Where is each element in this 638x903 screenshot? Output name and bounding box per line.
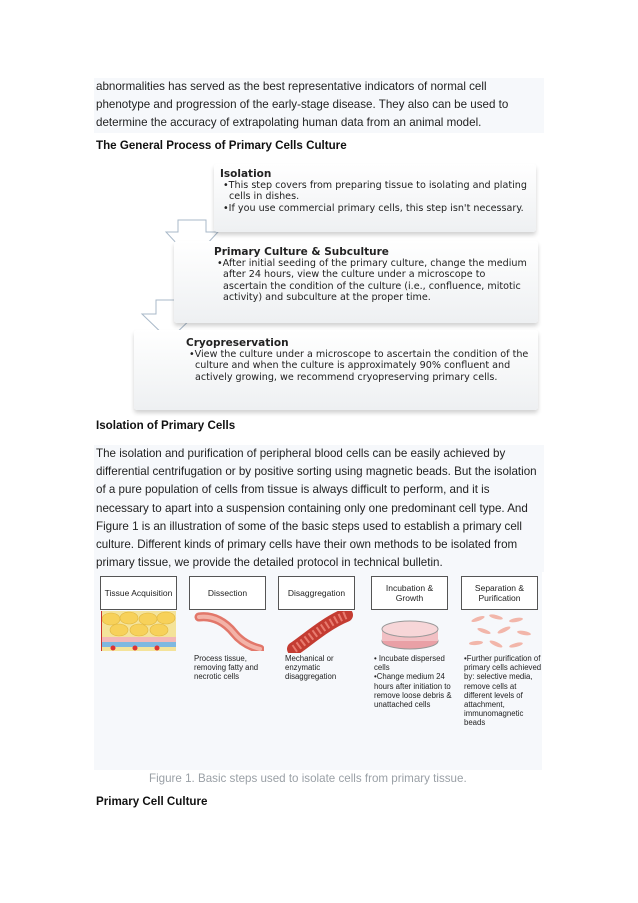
isolation-block — [94, 445, 544, 572]
figure-step-label: Dissection — [189, 576, 266, 610]
figure-step-label: Disaggregation — [278, 576, 355, 610]
tissue-disaggregation-image — [286, 611, 356, 653]
figure-step-label: Separation & Purification — [461, 576, 538, 610]
figure-step-description: Mechanical or enzymatic disaggregation — [285, 654, 337, 682]
intro-block — [94, 78, 544, 133]
flow-step-title: Primary Culture & Subculture — [214, 246, 389, 258]
figure-step-description: Process tissue, removing fatty and necrotic cells — [194, 654, 259, 682]
section-heading-isolation: Isolation of Primary Cells — [96, 419, 236, 432]
vessel-dissection-image — [194, 611, 264, 651]
isolation-paragraph: The isolation and purification of peripheral blood cells can be easily achieved by differential centrifugation or by positive sorting using magnetic beads. But the isolation of a pure population of cells from tissue is always difficult to perform, and it is necessary to apart into a suspension containing only one predominant cell type. And Figure 1 is an illustration of some of the basic steps used to establish a primary cell culture. Different kinds of primary cells have their own methods to be isolated from primary tissue, we provide the detailed protocol in technical bulletin. — [96, 447, 537, 570]
flow-step-bullet: •This step covers from preparing tissue to isolating and plating cells in dishes. — [223, 180, 527, 203]
section-heading-primary-culture: Primary Cell Culture — [96, 795, 208, 808]
tissue-layers-image — [101, 611, 176, 651]
figure-step-description: • Incubate dispersed cells •Change medium 24 hours after initiation to remove loose debris & unattached cells — [374, 654, 452, 710]
process-flowchart — [134, 164, 541, 414]
flow-step-cryopreservation — [134, 330, 538, 410]
flow-step-bullet: •After initial seeding of the primary culture, change the medium after 24 hours, view the culture under a microscope to ascertain the condition of the culture (i.e., confluence, mitotic activity) and subculture at the proper time. — [217, 258, 527, 304]
culture-dish-image — [379, 611, 441, 651]
flow-step-title: Isolation — [220, 168, 272, 180]
intro-paragraph: abnormalities has served as the best representative indicators of normal cell phenotype and progression of the early-stage disease. They also can be used to determine the accuracy of extrapolating human data from an animal model. — [96, 80, 509, 130]
flow-step-isolation — [214, 164, 536, 232]
figure-1 — [94, 570, 542, 770]
flow-step-primary-culture — [174, 241, 538, 323]
flow-step-bullet: •If you use commercial primary cells, this step isn't necessary. — [223, 202, 524, 214]
section-heading-general-process: The General Process of Primary Cells Culture — [96, 139, 347, 152]
figure-step-description: •Further purification of primary cells achieved by: selective media, remove cells at different levels of attachment, immunomagnetic beads — [464, 654, 542, 728]
separated-cells-image — [468, 611, 534, 651]
flow-step-bullet: •View the culture under a microscope to ascertain the condition of the culture and when the culture is approximately 90% confluent and actively growing, we recommend cryopreserving primary cells. — [189, 349, 529, 383]
flow-step-title: Cryopreservation — [186, 337, 289, 349]
figure-step-label: Tissue Acquisition — [100, 576, 177, 610]
figure-caption: Figure 1. Basic steps used to isolate cells from primary tissue. — [149, 772, 467, 785]
figure-step-label: Incubation & Growth — [371, 576, 448, 610]
